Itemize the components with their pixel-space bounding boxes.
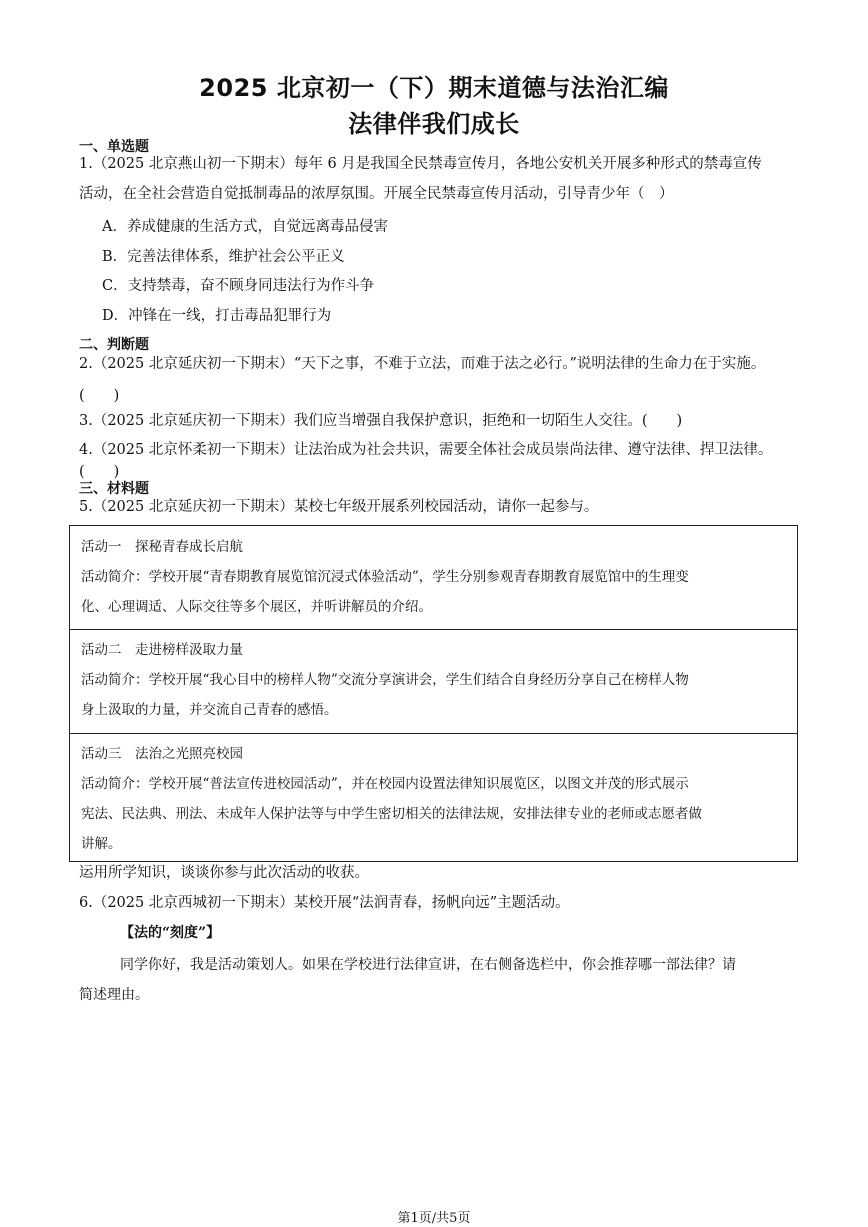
section-heading-material: 三、材料题 (79, 481, 149, 497)
activity-1-heading: 活动一 探秘青春成长启航 (81, 539, 243, 555)
activity-2-line-1: 活动简介：学校开展“我心目中的榜样人物”交流分享演讲会，学生们结合自身经历分享自己在榜样人物 (81, 672, 689, 688)
activity-3-line-3: 讲解。 (81, 836, 122, 852)
question-2-answer-paren: ( ) (79, 388, 120, 404)
question-5-line-1: 5.（2025 北京延庆初一下期末）某校七年级开展系列校园活动，请你一起参与。 (79, 499, 599, 515)
document-subtitle: 法律伴我们成长 (348, 110, 520, 138)
activity-table (69, 525, 798, 862)
activity-2-heading: 活动二 走进榜样汲取力量 (81, 642, 243, 658)
activity-row-1 (70, 526, 797, 630)
activity-3-heading: 活动三 法治之光照亮校园 (81, 746, 243, 762)
question-2-line-1: 2.（2025 北京延庆初一下期末）“天下之事，不难于立法，而难于法之必行。”说明法律的生命力在于实施。 (79, 356, 766, 372)
question-1-option-d: D．冲锋在一线，打击毒品犯罪行为 (102, 308, 332, 324)
document-title: 2025 北京初一（下）期末道德与法治汇编 (199, 74, 669, 102)
question-6-line-1: 6.（2025 北京西城初一下期末）某校开展“法润青春，扬帆向远”主题活动。 (79, 895, 570, 911)
section-heading-single-choice: 一、单选题 (79, 139, 149, 155)
section-heading-true-false: 二、判断题 (79, 337, 149, 353)
activity-row-2 (70, 630, 797, 734)
activity-3-line-2: 宪法、民法典、刑法、未成年人保护法等与中学生密切相关的法律法规，安排法律专业的老师或志愿者做 (81, 806, 702, 822)
question-6-paragraph-line-2: 简述理由。 (79, 987, 149, 1003)
activity-row-3 (70, 734, 797, 863)
question-1-option-a: A．养成健康的生活方式，自觉远离毒品侵害 (102, 219, 388, 235)
question-1-line-1: 1.（2025 北京燕山初一下期末）每年 6 月是我国全民禁毒宣传月，各地公安机关开展多种形式的禁毒宣传 (79, 156, 762, 172)
activity-2-line-2: 身上汲取的力量，并交流自己青春的感悟。 (81, 702, 338, 718)
page-number-footer: 第1页/共5页 (397, 1211, 471, 1226)
activity-1-line-2: 化、心理调适、人际交往等多个展区，并听讲解员的介绍。 (81, 599, 432, 615)
question-1-line-2: 活动，在全社会营造自觉抵制毒品的浓厚氛围。开展全民禁毒宣传月活动，引导青少年（ ） (79, 186, 674, 202)
question-1-option-b: B．完善法律体系，维护社会公平正义 (102, 249, 345, 265)
question-4-line-1: 4.（2025 北京怀柔初一下期末）让法治成为社会共识，需要全体社会成员崇尚法律、遵守法律、捍卫法律。 (79, 442, 773, 458)
activity-3-line-1: 活动简介：学校开展“普法宣传进校园活动”，并在校园内设置法律知识展览区，以图文并茂的形式展示 (81, 776, 689, 792)
question-5-prompt: 运用所学知识，谈谈你参与此次活动的收获。 (79, 865, 369, 881)
question-4-answer-paren: ( ) (79, 464, 120, 480)
question-3-line-1: 3.（2025 北京延庆初一下期末）我们应当增强自我保护意识，拒绝和一切陌生人交往。( ) (79, 413, 683, 429)
question-6-subheading: 【法的“刻度”】 (120, 925, 221, 941)
question-6-paragraph-line-1: 同学你好，我是活动策划人。如果在学校进行法律宣讲，在右侧备选栏中，你会推荐哪一部法律？请 (120, 957, 736, 973)
question-1-option-c: C．支持禁毒，奋不顾身同违法行为作斗争 (102, 278, 375, 294)
activity-1-line-1: 活动简介：学校开展“青春期教育展览馆沉浸式体验活动”，学生分别参观青春期教育展览馆中的生理变 (81, 569, 689, 585)
